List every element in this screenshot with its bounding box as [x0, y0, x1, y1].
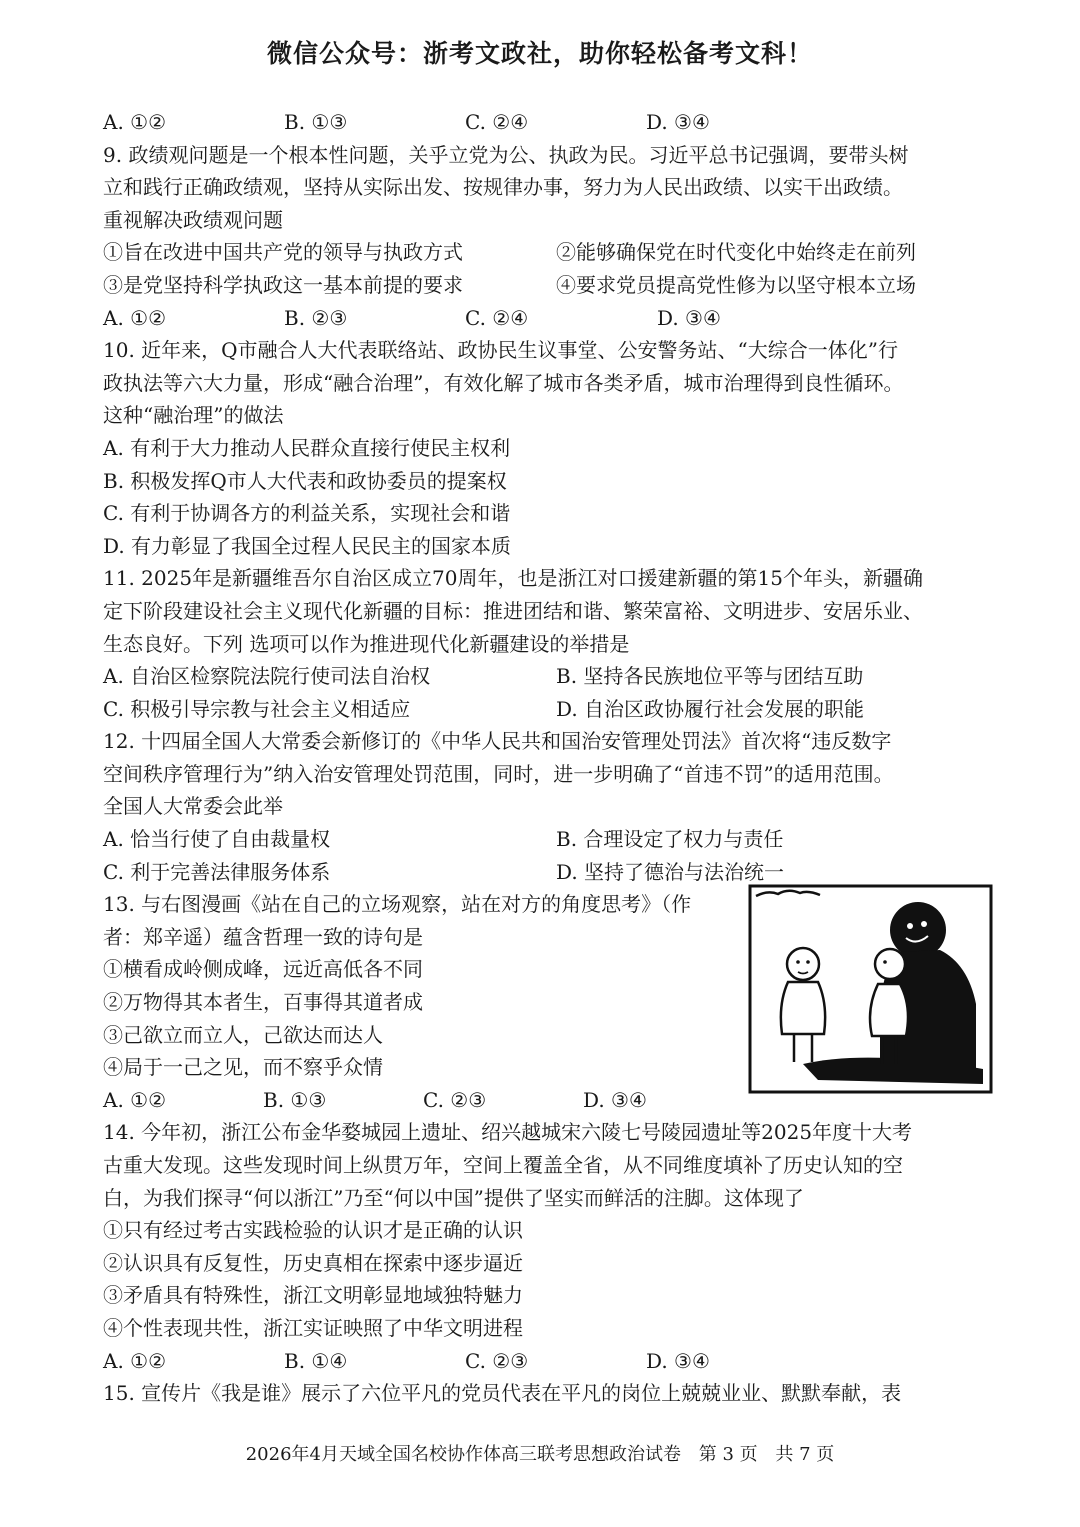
q8-options [103, 106, 983, 139]
option-b: B. ②③ [284, 305, 348, 330]
statement-3: ③矛盾具有特殊性，浙江文明彰显地域独特魅力 [103, 1283, 523, 1308]
option-c: C. ②③ [423, 1087, 487, 1112]
option-b: B. ①④ [284, 1348, 348, 1373]
footer-page-number: 第 3 页 [698, 1444, 758, 1465]
question-stem: 白，为我们探寻“何以浙江”乃至“何以中国”提供了坚实而鲜活的注脚。这体现了 [103, 1185, 804, 1210]
option-d: D. ③④ [657, 305, 721, 330]
question-14 [103, 1116, 983, 1377]
option-d: D. ③④ [646, 110, 710, 134]
question-stem: 政执法等六大力量，形成“融合治理”，有效化解了城市各类矛盾，城市治理得到良性循环。 [103, 370, 904, 395]
question-stem: 空间秩序管理行为”纳入治安管理处罚范围，同时，进一步明确了“首违不罚”的适用范围。 [103, 761, 894, 786]
question-stem: 15. 宣传片《我是谁》展示了六位平凡的党员代表在平凡的岗位上兢兢业业、默默奉献，表 [103, 1381, 902, 1406]
footer-total-pages: 共 7 页 [775, 1444, 835, 1465]
option-c: C. 积极引导宗教与社会主义相适应 [103, 696, 411, 721]
question-stem: 重视解决政绩观问题 [103, 207, 283, 232]
statement-4: ④个性表现共性，浙江实证映照了中华文明进程 [103, 1315, 523, 1340]
statement-3: ③己欲立而立人，己欲达而达人 [103, 1022, 383, 1047]
option-a: A. 自治区检察院法院行使司法自治权 [103, 664, 431, 689]
option-b: B. 积极发挥Q市人大代表和政协委员的提案权 [103, 468, 507, 493]
statement-1: ①旨在改进中国共产党的领导与执政方式 [103, 240, 463, 265]
option-c: C. ②④ [465, 305, 529, 330]
statement-1: ①只有经过考古实践检验的认识才是正确的认识 [103, 1218, 523, 1243]
option-a: A. 有利于大力推动人民群众直接行使民主权利 [103, 435, 511, 460]
option-b: B. 合理设定了权力与责任 [556, 827, 784, 852]
q14-options [103, 1345, 983, 1378]
option-c: C. ②③ [465, 1348, 529, 1373]
option-d: D. ③④ [583, 1087, 647, 1112]
option-a: A. ①② [103, 305, 167, 330]
question-stem: 生态良好。下列 选项可以作为推进现代化新疆建设的举措是 [103, 631, 630, 656]
question-stem: 11. 2025年是新疆维吾尔自治区成立70周年，也是浙江对口援建新疆的第15个年头，新疆确 [103, 566, 923, 591]
question-stem: 9. 政绩观问题是一个根本性问题，关乎立党为公、执政为民。习近平总书记强调，要带头树 [103, 142, 909, 167]
q9-options [103, 302, 983, 335]
q13-options [103, 1084, 743, 1117]
option-b: B. 坚持各民族地位平等与团结互助 [556, 664, 864, 689]
option-d: D. 坚持了德治与法治统一 [556, 859, 785, 884]
option-a: A. 恰当行使了自由裁量权 [103, 827, 331, 852]
statement-4: ④局于一己之见，而不察乎众情 [103, 1055, 383, 1080]
question-stem: 14. 今年初，浙江公布金华婺城园上遗址、绍兴越城宋六陵七号陵园遗址等2025年度十大考 [103, 1120, 913, 1145]
option-a: A. ①② [103, 1087, 167, 1112]
option-a: A. ①② [103, 110, 167, 134]
statement-4: ④要求党员提高党性修为以坚守根本立场 [556, 272, 916, 297]
option-d: D. 自治区政协履行社会发展的职能 [556, 696, 865, 721]
statement-1: ①横看成岭侧成峰，远近高低各不同 [103, 957, 423, 982]
question-stem: 10. 近年来，Q市融合人大代表联络站、政协民生议事堂、公安警务站、“大综合一体化”行 [103, 338, 899, 363]
question-stem: 定下阶段建设社会主义现代化新疆的目标：推进团结和谐、繁荣富裕、文明进步、安居乐业、 [103, 598, 923, 623]
option-d: D. 有力彰显了我国全过程人民民主的国家本质 [103, 533, 512, 558]
question-stem: 者：郑辛遥）蕴含哲理一致的诗句是 [103, 924, 423, 949]
cartoon-image [748, 884, 993, 1094]
option-a: A. ①② [103, 1348, 167, 1373]
question-stem: 全国人大常委会此举 [103, 794, 283, 819]
question-stem: 12. 十四届全国人大常委会新修订的《中华人民共和国治安管理处罚法》首次将“违反数字 [103, 729, 892, 754]
question-15 [103, 1377, 983, 1410]
question-12 [103, 725, 983, 888]
page-header: 微信公众号：浙考文政社，助你轻松备考文科！ [266, 39, 813, 68]
statement-2: ②认识具有反复性，历史真相在探索中逐步逼近 [103, 1250, 523, 1275]
question-13 [103, 888, 983, 1116]
question-stem: 立和践行正确政绩观，坚持从实际出发、按规律办事，努力为人民出政绩、以实干出政绩。 [103, 175, 903, 200]
question-stem: 古重大发现。这些发现时间上纵贯万年，空间上覆盖全省，从不同维度填补了历史认知的空 [103, 1153, 903, 1177]
question-stem: 这种“融治理”的做法 [103, 403, 284, 428]
footer-title: 2026年4月天域全国名校协作体高三联考思想政治试卷 [245, 1444, 681, 1465]
option-c: C. 有利于协调各方的利益关系，实现社会和谐 [103, 501, 511, 526]
option-b: B. ①③ [284, 110, 348, 134]
option-b: B. ①③ [263, 1087, 327, 1112]
question-11 [103, 562, 983, 725]
exam-content [103, 106, 983, 1410]
question-stem: 13. 与右图漫画《站在自己的立场观察，站在对方的角度思考》（作 [103, 892, 692, 917]
question-10 [103, 334, 983, 562]
option-c: C. 利于完善法律服务体系 [103, 859, 331, 884]
statement-2: ②能够确保党在时代变化中始终走在前列 [556, 240, 916, 265]
statement-2: ②万物得其本者生，百事得其道者成 [103, 990, 423, 1015]
option-d: D. ③④ [646, 1348, 710, 1373]
page-footer [0, 1440, 1080, 1466]
statement-3: ③是党坚持科学执政这一基本前提的要求 [103, 272, 463, 297]
question-9 [103, 139, 983, 335]
option-c: C. ②④ [465, 110, 529, 134]
